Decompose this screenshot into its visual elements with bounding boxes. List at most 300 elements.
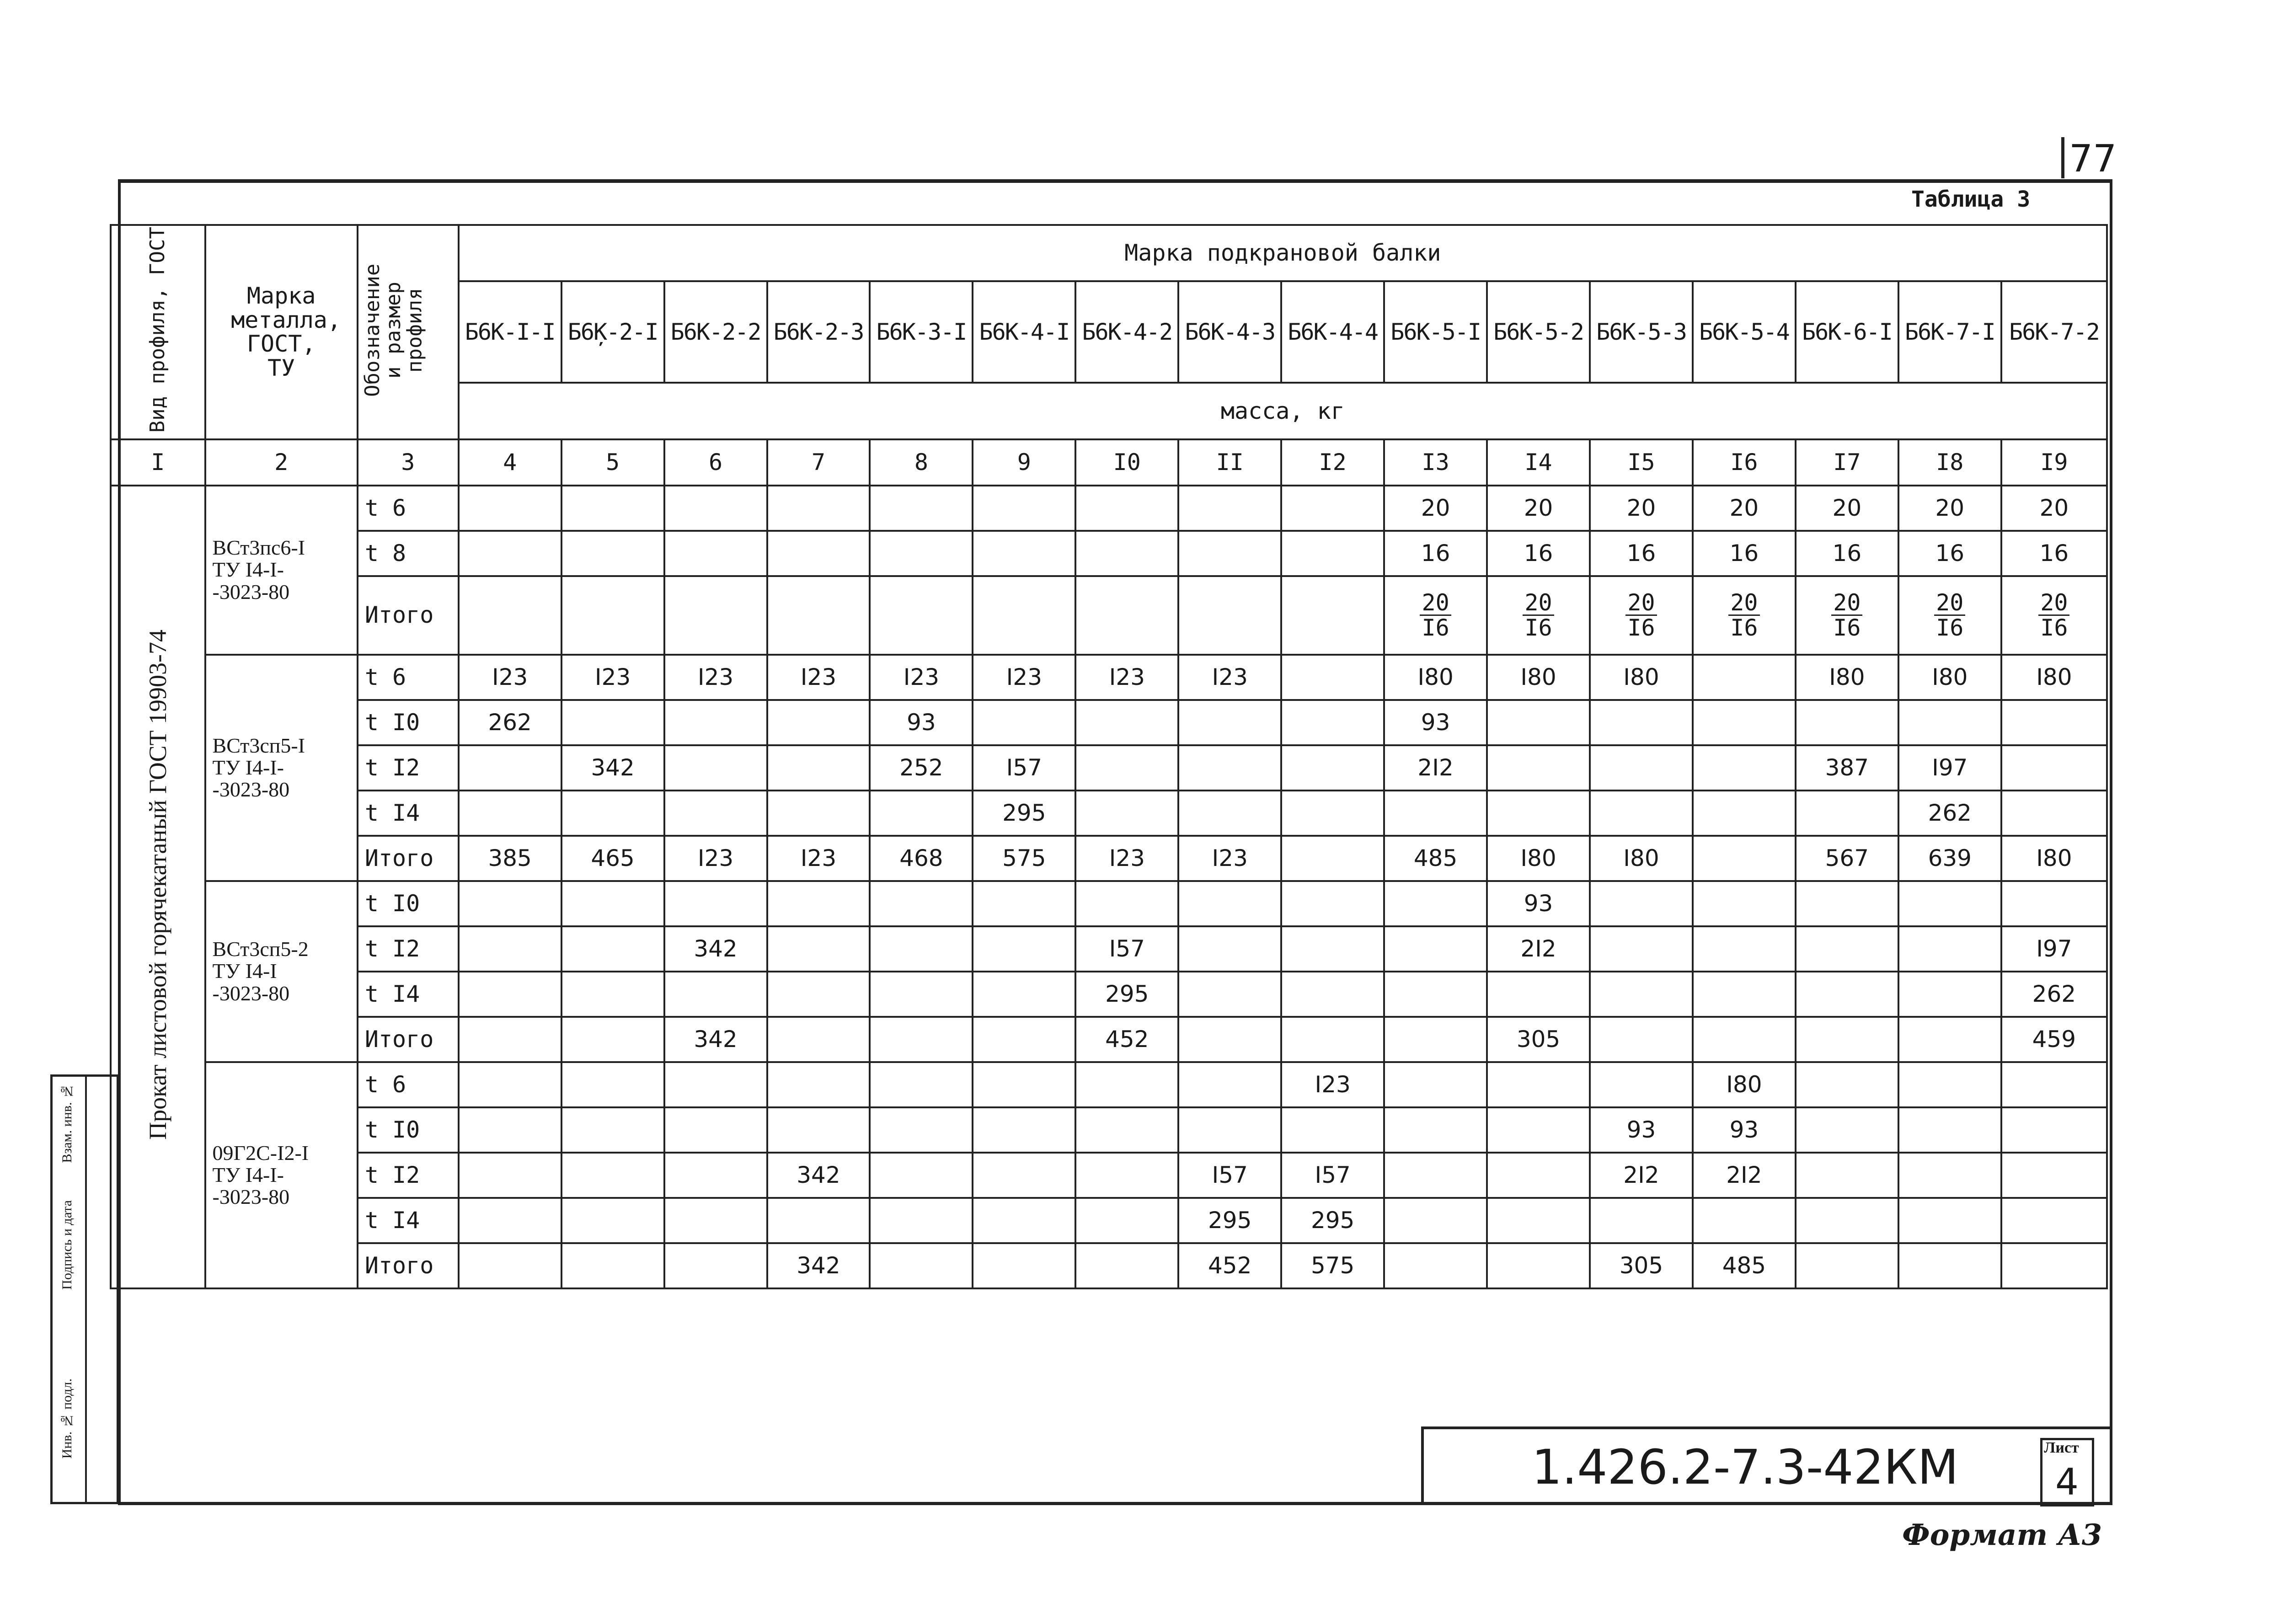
mass-cell: I23 (1178, 836, 1281, 881)
mass-cell (459, 881, 561, 926)
beam-mark-header: Б6К-7-2 (2001, 281, 2107, 383)
column-number: II (1178, 439, 1281, 486)
mass-cell: I80 (2001, 836, 2107, 881)
mass-cell (1796, 972, 1898, 1017)
profile-size-cell: t I0 (358, 700, 459, 745)
mass-cell (2001, 1107, 2107, 1153)
beam-mark-header: Б6К-5-2 (1487, 281, 1590, 383)
mass-cell (870, 1243, 973, 1288)
mass-cell (767, 881, 870, 926)
mass-cell (1178, 1017, 1281, 1062)
mass-cell: 342 (767, 1153, 870, 1198)
mass-cell: 2I2 (1384, 745, 1487, 791)
table-row (111, 486, 2107, 531)
mass-cell: I57 (973, 745, 1075, 791)
mass-cell (973, 531, 1075, 576)
table-row (111, 836, 2107, 881)
mass-cell: I23 (973, 655, 1075, 700)
mass-cell (1693, 576, 1796, 655)
mass-cell (1898, 1153, 2001, 1198)
metal-grade-line: ТУ I4-I (212, 959, 277, 983)
mass-cell: 16 (1796, 531, 1898, 576)
mass-cell (1487, 1107, 1590, 1153)
mass-cell: 16 (2001, 531, 2107, 576)
mass-cell: 342 (561, 745, 664, 791)
mass-cell (1178, 700, 1281, 745)
mass-cell: I80 (2001, 655, 2107, 700)
mass-cell (1281, 531, 1384, 576)
mass-cell: 93 (1487, 881, 1590, 926)
mass-cell (1281, 486, 1384, 531)
mass-cell (767, 791, 870, 836)
column-number: I3 (1384, 439, 1487, 486)
mass-cell (664, 1198, 767, 1243)
mass-cell (870, 531, 973, 576)
mass-cell (664, 1062, 767, 1107)
table-row (111, 1198, 2107, 1243)
mass-cell: I80 (1487, 655, 1590, 700)
mass-cell (767, 972, 870, 1017)
profile-size-cell: Итого (358, 576, 459, 655)
column-number: I4 (1487, 439, 1590, 486)
table-row (111, 881, 2107, 926)
mass-cell: I80 (1693, 1062, 1796, 1107)
profile-size-cell: Итого (358, 1243, 459, 1288)
mass-cell (1796, 1243, 1898, 1288)
mass-cell: I80 (1796, 655, 1898, 700)
mass-cell (2001, 791, 2107, 836)
column-number: I2 (1281, 439, 1384, 486)
metal-grade-line: -3023-80 (212, 981, 290, 1005)
mass-cell (1384, 576, 1487, 655)
column-number: I0 (1075, 439, 1178, 486)
mass-cell: 262 (1898, 791, 2001, 836)
beam-mark-header: Б6К-5-I (1384, 281, 1487, 383)
mass-cell (1178, 531, 1281, 576)
mass-cell (459, 531, 561, 576)
mass-cell: 2I2 (1590, 1153, 1693, 1198)
mass-cell: I80 (1590, 836, 1693, 881)
mass-cell (870, 881, 973, 926)
mass-cell (664, 486, 767, 531)
mass-cell (973, 1107, 1075, 1153)
mass-cell (1693, 655, 1796, 700)
mass-cell (1075, 1243, 1178, 1288)
mass-cell (1898, 881, 2001, 926)
mass-cell (2001, 700, 2107, 745)
mass-cell: 639 (1898, 836, 2001, 881)
profile-size-cell: Итого (358, 836, 459, 881)
beam-mark-header: Б6К-4-3 (1178, 281, 1281, 383)
column-number: I5 (1590, 439, 1693, 486)
mass-cell (2001, 1243, 2107, 1288)
metal-grade-cell (205, 881, 358, 1062)
mass-cell (459, 576, 561, 655)
mass-cell (973, 486, 1075, 531)
beam-mark-header: Б6К-4-2 (1075, 281, 1178, 383)
mass-cell: 468 (870, 836, 973, 881)
mass-cell (459, 486, 561, 531)
column-number: I8 (1898, 439, 2001, 486)
mass-cell: 342 (664, 926, 767, 972)
mass-cell: 295 (1075, 972, 1178, 1017)
mass-cell (2001, 745, 2107, 791)
metal-grade-line: ВСт3пс6-I (212, 536, 305, 560)
side-stamp-sign: Подпись и дата (59, 1200, 75, 1290)
mass-cell: I97 (2001, 926, 2107, 972)
metal-grade-line: ТУ I4-I- (212, 558, 284, 582)
mass-cell (767, 1198, 870, 1243)
table-row (111, 531, 2107, 576)
mass-cell (973, 1017, 1075, 1062)
table-row (111, 700, 2107, 745)
mass-cell (664, 881, 767, 926)
mass-cell (1281, 1017, 1384, 1062)
fraction-value: $\frac{20}{I6}$ (1831, 591, 1862, 640)
mass-cell (459, 1198, 561, 1243)
mass-cell: 2I2 (1487, 926, 1590, 972)
table-row (111, 791, 2107, 836)
mass-cell: I97 (1898, 745, 2001, 791)
mass-cell (1281, 700, 1384, 745)
mass-cell (664, 972, 767, 1017)
mass-cell (561, 1017, 664, 1062)
mass-cell: 452 (1075, 1017, 1178, 1062)
mass-cell (2001, 576, 2107, 655)
mass-cell (1178, 576, 1281, 655)
mass-cell (1075, 576, 1178, 655)
mass-cell: 20 (1796, 486, 1898, 531)
mass-cell (1487, 791, 1590, 836)
mass-cell (1384, 1198, 1487, 1243)
mass-cell (973, 881, 1075, 926)
metal-grade-line: -3023-80 (212, 1185, 290, 1209)
mass-cell (973, 926, 1075, 972)
mass-cell (459, 926, 561, 972)
mass-cell (2001, 1198, 2107, 1243)
mass-cell (459, 1017, 561, 1062)
mass-cell (1178, 1107, 1281, 1153)
column-number: 7 (767, 439, 870, 486)
table-row (111, 1107, 2107, 1153)
mass-cell (870, 1062, 973, 1107)
mass-cell (1178, 745, 1281, 791)
mass-cell (1796, 926, 1898, 972)
mass-cell (1487, 1062, 1590, 1107)
mass-cell (1898, 926, 2001, 972)
column-number: 9 (973, 439, 1075, 486)
beam-mark-header: Б6К-2-2 (664, 281, 767, 383)
mass-cell: 20 (1590, 486, 1693, 531)
fraction-value: $\frac{20}{I6}$ (1728, 591, 1759, 640)
mass-cell (767, 1017, 870, 1062)
mass-cell (2001, 1062, 2107, 1107)
mass-cell: I23 (1075, 655, 1178, 700)
mass-cell: I23 (1178, 655, 1281, 700)
profile-size-cell: t I4 (358, 972, 459, 1017)
mass-cell (1178, 791, 1281, 836)
mass-cell (973, 1153, 1075, 1198)
mass-cell: 2I2 (1693, 1153, 1796, 1198)
mass-cell: 262 (459, 700, 561, 745)
mass-cell (1693, 1017, 1796, 1062)
mass-cell: 20 (1693, 486, 1796, 531)
mass-cell (1075, 745, 1178, 791)
mass-cell: 93 (1693, 1107, 1796, 1153)
profile-size-cell: t I2 (358, 1153, 459, 1198)
profile-size-cell: t I4 (358, 791, 459, 836)
mass-cell (561, 576, 664, 655)
profile-type-cell: Прокат листовой горячекатаный ГОСТ 19903-74 (111, 486, 205, 1288)
mass-cell (870, 1153, 973, 1198)
mass-cell (1281, 791, 1384, 836)
mass-cell (1590, 881, 1693, 926)
profile-size-cell: t I0 (358, 881, 459, 926)
mass-cell (2001, 881, 2107, 926)
mass-cell: I57 (1075, 926, 1178, 972)
beam-mark-header: Б6К-3-I (870, 281, 973, 383)
mass-cell (1487, 1198, 1590, 1243)
mass-cell (459, 791, 561, 836)
mass-cell (1281, 1107, 1384, 1153)
mass-cell (664, 576, 767, 655)
mass-cell (1281, 576, 1384, 655)
mass-cell (1384, 1153, 1487, 1198)
profile-size-cell: t 6 (358, 655, 459, 700)
mass-cell (459, 1062, 561, 1107)
sheet-number: 4 (2055, 1461, 2079, 1503)
mass-cell (870, 972, 973, 1017)
mass-cell (1075, 700, 1178, 745)
column-number: I7 (1796, 439, 1898, 486)
mass-cell (1693, 791, 1796, 836)
mass-cell: 93 (1384, 700, 1487, 745)
table-row (111, 576, 2107, 655)
mass-cell (1487, 972, 1590, 1017)
mass-cell (1796, 1017, 1898, 1062)
mass-cell: I23 (664, 836, 767, 881)
mass-cell (1281, 881, 1384, 926)
mass-cell (1590, 1062, 1693, 1107)
mass-cell (1178, 1062, 1281, 1107)
mass-cell (1075, 1198, 1178, 1243)
mass-cell (1796, 1107, 1898, 1153)
mass-cell (2001, 1153, 2107, 1198)
mass-cell (1898, 1062, 2001, 1107)
mass-table (110, 224, 2108, 1289)
mass-cell (1384, 791, 1487, 836)
mass-cell: 452 (1178, 1243, 1281, 1288)
beam-mark-header: Б6К-4-4 (1281, 281, 1384, 383)
metal-grade-cell (205, 486, 358, 655)
mass-cell (1487, 1153, 1590, 1198)
mass-cell (664, 791, 767, 836)
mass-cell: 20 (1487, 486, 1590, 531)
mass-cell (1075, 881, 1178, 926)
mass-cell (1693, 700, 1796, 745)
mass-cell (1487, 745, 1590, 791)
mass-cell: 485 (1384, 836, 1487, 881)
mass-cell (1898, 1198, 2001, 1243)
side-stamp-inv: Инв. № подл. (59, 1378, 75, 1459)
mass-cell (1487, 700, 1590, 745)
mass-cell (664, 745, 767, 791)
mass-cell (1384, 1243, 1487, 1288)
mass-cell (1384, 881, 1487, 926)
side-stamp-replace: Взам. инв. № (59, 1084, 75, 1163)
mass-cell: I80 (1384, 655, 1487, 700)
mass-cell (767, 745, 870, 791)
mass-cell (1898, 1243, 2001, 1288)
profile-size-cell: t I0 (358, 1107, 459, 1153)
mass-cell (1487, 576, 1590, 655)
mass-cell (870, 791, 973, 836)
profile-size-cell: t I2 (358, 926, 459, 972)
mass-cell (973, 700, 1075, 745)
mass-cell (1796, 791, 1898, 836)
fraction-value: $\frac{20}{I6}$ (1420, 591, 1451, 640)
mass-cell (1178, 972, 1281, 1017)
mass-cell: 342 (664, 1017, 767, 1062)
mass-cell: 305 (1487, 1017, 1590, 1062)
mass-cell (870, 1198, 973, 1243)
table-row (111, 655, 2107, 700)
mass-cell (459, 745, 561, 791)
metal-grade-line: ТУ I4-I- (212, 755, 284, 779)
mass-cell: 252 (870, 745, 973, 791)
mass-cell: 385 (459, 836, 561, 881)
mass-cell: I23 (459, 655, 561, 700)
mass-cell (1384, 972, 1487, 1017)
header-profile-type: Вид профиля, ГОСТ (111, 225, 205, 439)
mass-cell (767, 1062, 870, 1107)
mass-cell (1075, 1062, 1178, 1107)
column-number: I (111, 439, 205, 486)
mass-cell: I80 (1487, 836, 1590, 881)
mass-cell (1384, 1107, 1487, 1153)
header-designation: Обозначение и размер профиля (358, 225, 459, 439)
mass-cell: I23 (1281, 1062, 1384, 1107)
metal-grade-line: 09Г2С-I2-I (212, 1141, 309, 1165)
mass-cell: I23 (664, 655, 767, 700)
mass-cell (767, 1107, 870, 1153)
mass-cell (1178, 881, 1281, 926)
mass-cell (561, 972, 664, 1017)
beam-mark-header: Б6Ķ-2-I (561, 281, 664, 383)
mass-cell (664, 700, 767, 745)
mass-cell: I23 (561, 655, 664, 700)
beam-mark-header: Б6К-6-I (1796, 281, 1898, 383)
mass-cell (459, 1243, 561, 1288)
metal-grade-cell (205, 1062, 358, 1288)
mass-cell: I80 (1590, 655, 1693, 700)
mass-cell (1178, 486, 1281, 531)
mass-cell: 20 (1898, 486, 2001, 531)
mass-cell (459, 1107, 561, 1153)
table-row (111, 1062, 2107, 1107)
mass-cell (561, 486, 664, 531)
mass-cell (1796, 1062, 1898, 1107)
mass-cell (664, 531, 767, 576)
mass-cell: 262 (2001, 972, 2107, 1017)
mass-cell: 485 (1693, 1243, 1796, 1288)
mass-cell (1796, 700, 1898, 745)
mass-cell (1693, 836, 1796, 881)
mass-cell: 575 (1281, 1243, 1384, 1288)
metal-grade-line: -3023-80 (212, 778, 290, 801)
mass-cell (1281, 972, 1384, 1017)
document-code: 1.426.2-7.3-42КМ (1532, 1439, 1959, 1495)
mass-cell (870, 1017, 973, 1062)
mass-cell (767, 700, 870, 745)
fraction-value: $\frac{20}{I6}$ (1625, 591, 1657, 640)
mass-cell (459, 1153, 561, 1198)
profile-size-cell: Итого (358, 1017, 459, 1062)
mass-cell: I57 (1281, 1153, 1384, 1198)
profile-size-cell: t I4 (358, 1198, 459, 1243)
mass-cell (1384, 1062, 1487, 1107)
mass-cell (767, 576, 870, 655)
mass-cell (1693, 881, 1796, 926)
mass-cell (561, 1153, 664, 1198)
mass-cell (1075, 1153, 1178, 1198)
mass-cell (1487, 1243, 1590, 1288)
mass-cell: 20 (2001, 486, 2107, 531)
mass-cell (664, 1107, 767, 1153)
mass-cell (1590, 576, 1693, 655)
mass-cell (1796, 881, 1898, 926)
profile-size-cell: t 6 (358, 486, 459, 531)
column-number: 4 (459, 439, 561, 486)
sheet-top-number: 77 (2069, 137, 2117, 181)
mass-cell (1693, 1198, 1796, 1243)
table-row (111, 1017, 2107, 1062)
mass-cell: 295 (973, 791, 1075, 836)
fraction-value: $\frac{20}{I6}$ (2038, 591, 2069, 640)
mass-cell (1590, 972, 1693, 1017)
mass-cell (1693, 926, 1796, 972)
mass-cell: I23 (870, 655, 973, 700)
header-beam-marks: Марка подкрановой балки (459, 225, 2107, 281)
table-row (111, 1243, 2107, 1288)
beam-mark-header: Б6К-5-3 (1590, 281, 1693, 383)
mass-cell (1384, 1017, 1487, 1062)
mass-cell: I23 (767, 836, 870, 881)
table-row (111, 745, 2107, 791)
mass-cell (1898, 700, 2001, 745)
mass-cell (973, 1062, 1075, 1107)
mass-cell: 16 (1487, 531, 1590, 576)
mass-cell (1590, 1017, 1693, 1062)
mass-cell (870, 486, 973, 531)
mass-cell: 465 (561, 836, 664, 881)
profile-size-cell: t 8 (358, 531, 459, 576)
table-row (111, 1153, 2107, 1198)
mass-cell: I23 (767, 655, 870, 700)
beam-mark-header: Б6К-7-I (1898, 281, 2001, 383)
mass-cell (561, 791, 664, 836)
sheet-label: Лист (2044, 1439, 2079, 1456)
metal-grade-line: ВСт3сп5-I (212, 733, 305, 757)
table-row (111, 926, 2107, 972)
mass-cell (561, 881, 664, 926)
mass-cell: 459 (2001, 1017, 2107, 1062)
mass-cell (1281, 655, 1384, 700)
mass-cell (1384, 926, 1487, 972)
mass-cell (767, 926, 870, 972)
mass-cell (1898, 1017, 2001, 1062)
mass-cell (1898, 576, 2001, 655)
